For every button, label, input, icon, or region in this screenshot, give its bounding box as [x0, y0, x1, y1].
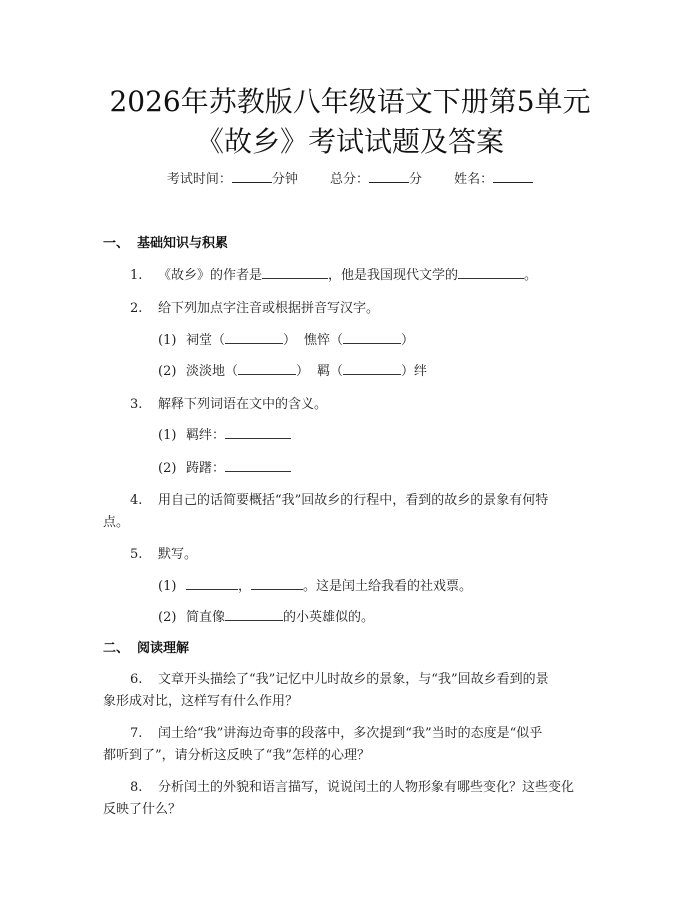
question-text: 。	[524, 268, 538, 283]
answer-blank	[186, 577, 238, 590]
exam-time-label: 考试时间：	[166, 172, 232, 187]
answer-blank	[343, 331, 401, 344]
answer-blank	[238, 362, 296, 375]
question-text: 给下列加点字注音或根据拼音写汉字。	[158, 301, 380, 316]
sub-text: 羁绊：	[186, 428, 226, 443]
section-heading-1	[103, 232, 228, 251]
question-7	[130, 722, 542, 741]
answer-blank	[343, 362, 401, 375]
sub-text: ）	[401, 333, 415, 348]
sub-text: ）	[283, 333, 297, 348]
section-title: 基础知识与积累	[137, 236, 229, 251]
answer-blank	[225, 459, 291, 472]
question-text: ，他是我国现代文学的	[328, 268, 459, 283]
answer-blank	[262, 266, 328, 279]
section-heading-2	[103, 637, 189, 656]
question-7-continuation: 都听到了”，请分析这反映了“我”怎样的心理？	[103, 748, 370, 763]
sub-number: (2)	[158, 364, 177, 379]
exam-score-label: 总分：	[329, 172, 369, 187]
question-number: 7.	[130, 726, 143, 741]
question-number: 5.	[130, 547, 143, 562]
question-2-sub-1	[158, 329, 414, 348]
question-1	[130, 264, 537, 283]
question-number: 6.	[130, 672, 143, 687]
answer-blank	[225, 426, 291, 439]
question-number: 3.	[130, 397, 143, 412]
sub-text: 踌躇：	[186, 461, 226, 476]
question-6	[130, 668, 549, 687]
sub-text: 简直像	[186, 610, 226, 625]
question-5-sub-1	[158, 575, 472, 594]
question-3	[130, 393, 327, 412]
question-6-continuation: 象形成对比，这样写有什么作用？	[103, 694, 299, 709]
sub-text: 淡淡地（	[186, 364, 239, 379]
sub-number: (1)	[158, 333, 177, 348]
sub-text: ）绊	[401, 364, 428, 379]
exam-score-blank	[369, 170, 409, 183]
question-text: 用自己的话简要概括“我”回故乡的行程中，看到的故乡的景象有何特	[158, 493, 549, 508]
question-8	[130, 776, 574, 795]
section-number: 一、	[103, 236, 130, 251]
section-number: 二、	[103, 641, 130, 656]
sub-text: ）	[296, 364, 310, 379]
sub-text: 。这是闰土给我看的社戏票。	[303, 579, 473, 594]
exam-info-row	[0, 168, 700, 187]
question-4-continuation: 点。	[103, 515, 130, 530]
question-text: 闰土给“我”讲海边奇事的段落中，多次提到“我”当时的态度是“似乎	[158, 726, 543, 741]
answer-blank	[225, 331, 283, 344]
exam-time-blank	[232, 170, 272, 183]
sub-text: 祠堂（	[186, 333, 226, 348]
sub-number: (1)	[158, 428, 177, 443]
sub-number: (1)	[158, 579, 177, 594]
question-number: 8.	[130, 780, 143, 795]
question-8-continuation: 反映了什么？	[103, 802, 182, 817]
question-3-sub-2	[158, 457, 291, 476]
question-text: 默写。	[158, 547, 198, 562]
exam-time-unit: 分钟	[271, 172, 298, 187]
exam-name-blank	[493, 170, 533, 183]
question-3-sub-1	[158, 424, 291, 443]
sub-number: (2)	[158, 610, 177, 625]
answer-blank	[458, 266, 524, 279]
exam-score-unit: 分	[409, 172, 423, 187]
question-text: 《故乡》的作者是	[158, 268, 263, 283]
sub-text: 的小英雄似的。	[283, 610, 375, 625]
page-title: 2026年苏教版八年级语文下册第5单元《故乡》考试试题及答案	[109, 85, 591, 158]
sub-text: 羁（	[317, 364, 344, 379]
question-number: 2.	[130, 301, 143, 316]
question-text: 文章开头描绘了“我”记忆中儿时故乡的景象，与“我”回故乡看到的景	[158, 672, 549, 687]
sub-number: (2)	[158, 461, 177, 476]
question-number: 1.	[130, 268, 143, 283]
question-2-sub-2	[158, 360, 427, 379]
question-4	[130, 489, 548, 508]
question-5-sub-2	[158, 606, 374, 625]
question-5	[130, 543, 197, 562]
question-2	[130, 297, 379, 316]
question-number: 4.	[130, 493, 143, 508]
section-title: 阅读理解	[137, 641, 190, 656]
question-text: 分析闰土的外貌和语言描写，说说闰土的人物形象有哪些变化？这些变化	[158, 780, 575, 795]
sub-text: ，	[238, 579, 252, 594]
sub-text: 憔悴（	[304, 333, 344, 348]
exam-name-label: 姓名：	[454, 172, 494, 187]
answer-blank	[251, 577, 303, 590]
question-text: 解释下列词语在文中的含义。	[158, 397, 328, 412]
answer-blank	[225, 608, 283, 621]
